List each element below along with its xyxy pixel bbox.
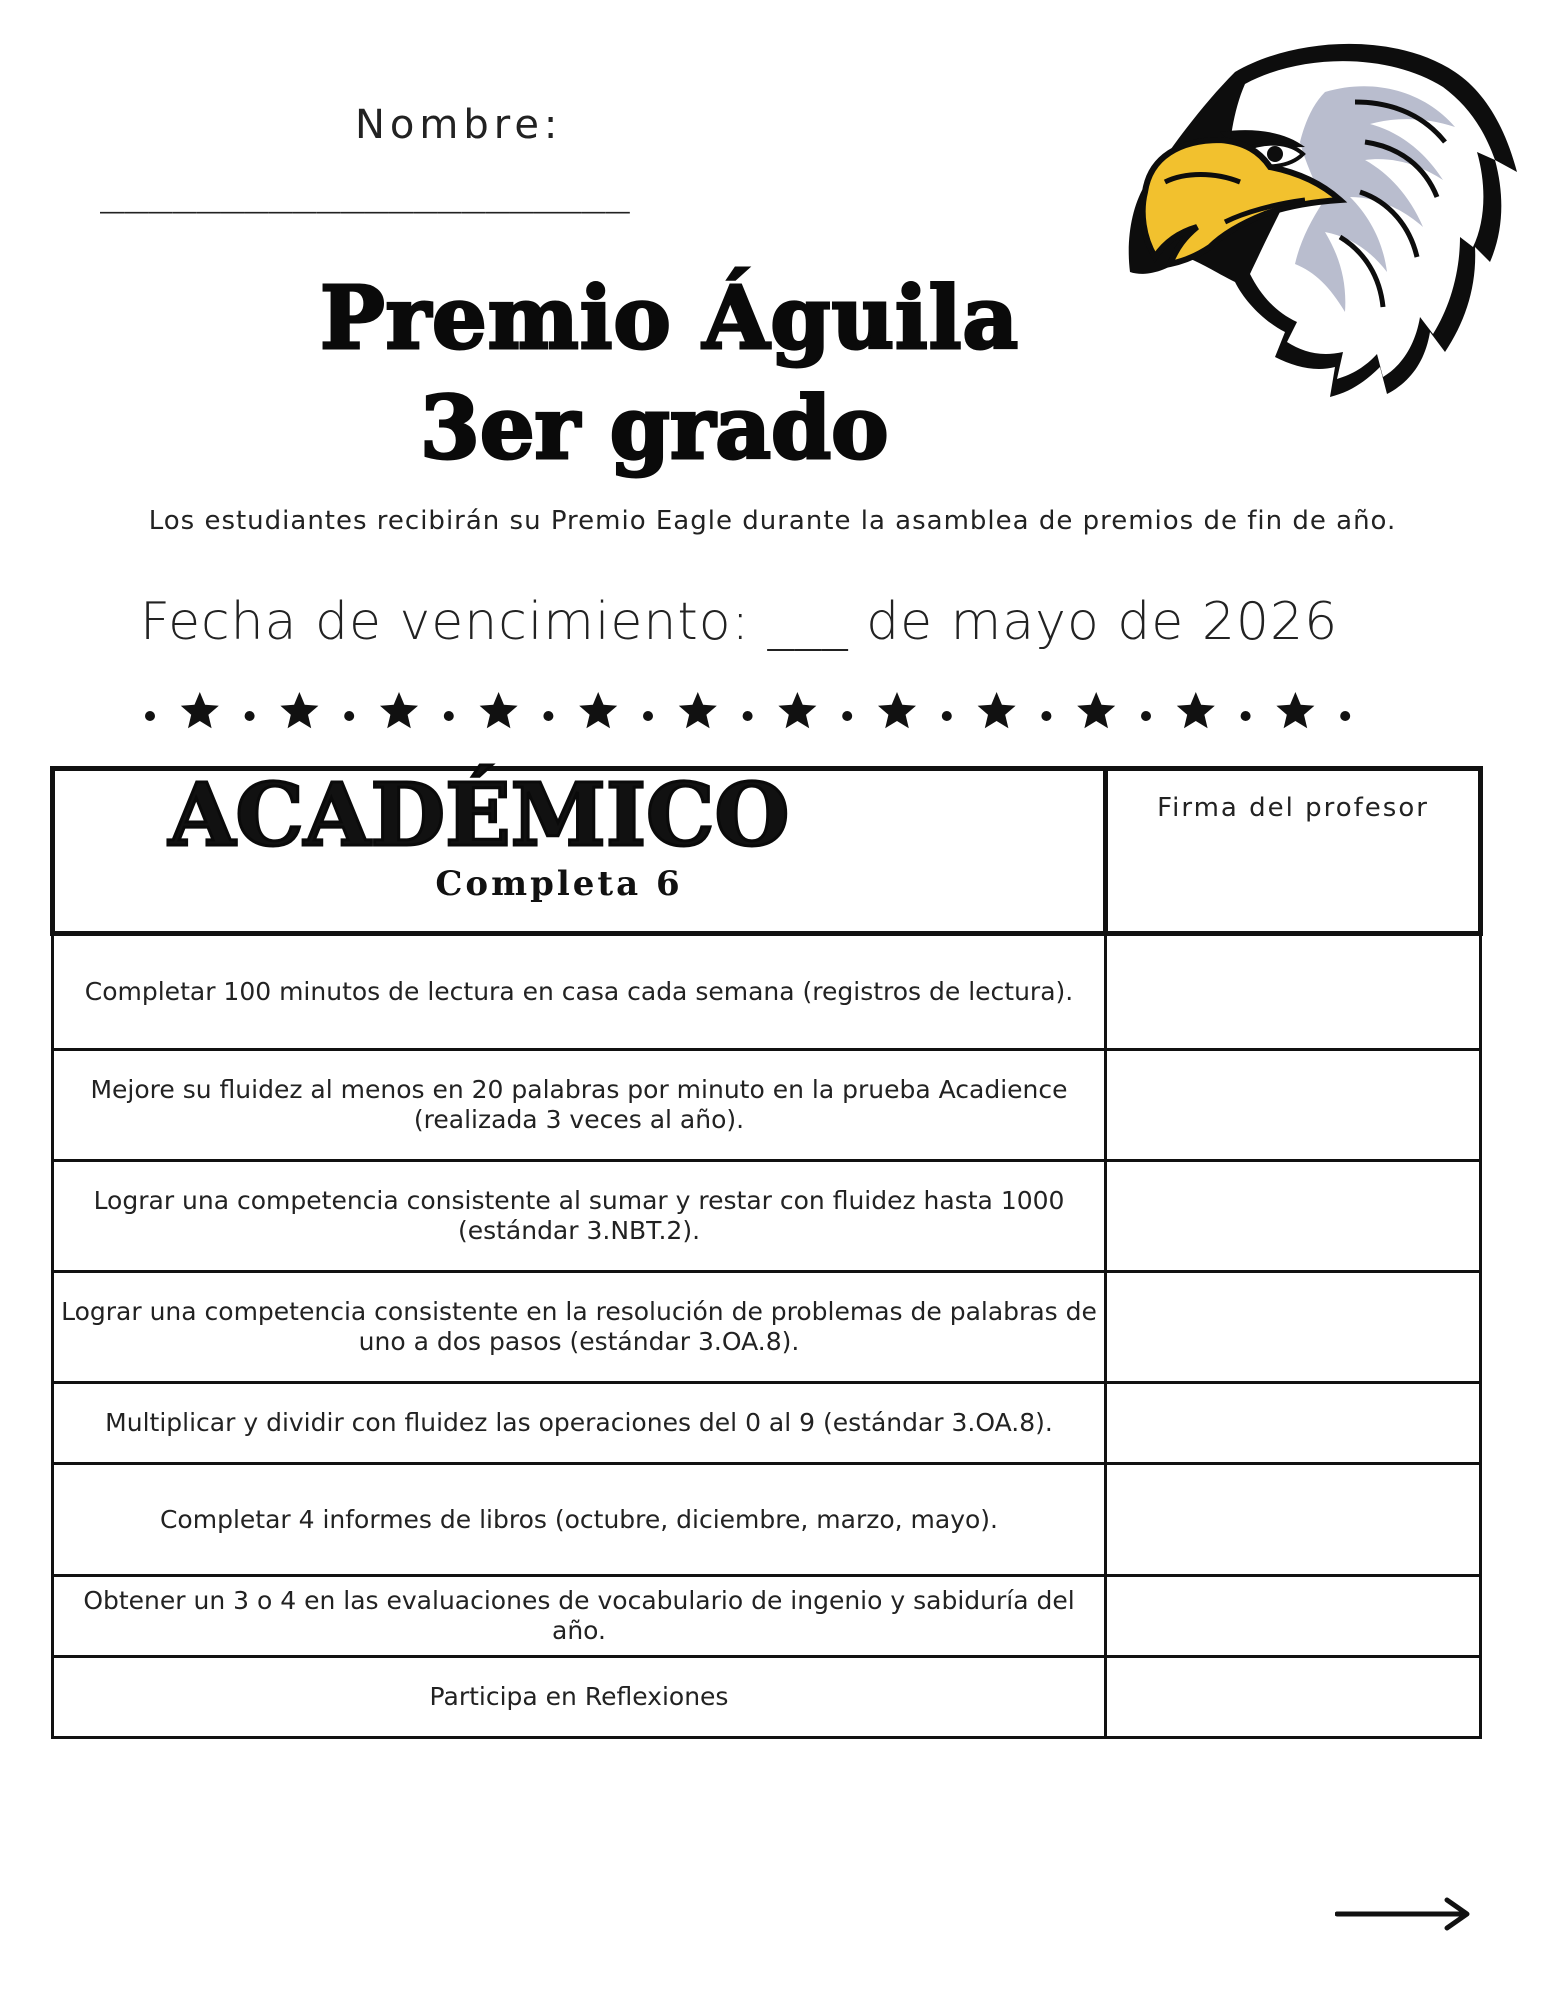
requirement-text: Obtener un 3 o 4 en las evaluaciones de vocabulario de ingenio y sabiduría del año. bbox=[53, 1576, 1106, 1657]
name-blank-line[interactable]: ______________________ bbox=[100, 168, 630, 214]
due-date: Fecha de vencimiento: ___ de mayo de 2026 bbox=[140, 592, 1339, 652]
divider-dot bbox=[942, 711, 952, 721]
signature-header-cell bbox=[1106, 769, 1481, 934]
divider-dot bbox=[1141, 711, 1151, 721]
divider-star bbox=[1276, 692, 1314, 728]
divider-star bbox=[679, 692, 717, 728]
award-description: Los estudiantes recibirán su Premio Eagle durante la asamblea de premios de fin de año. bbox=[148, 506, 1397, 536]
signature-cell[interactable] bbox=[1106, 1576, 1481, 1657]
divider-star bbox=[1077, 692, 1115, 728]
requirement-text: Completar 4 informes de libros (octubre, diciembre, marzo, mayo). bbox=[53, 1464, 1106, 1576]
table-row bbox=[53, 1576, 1481, 1657]
requirement-text: Mejore su fluidez al menos en 20 palabras por minuto en la prueba Acadience (realizada 3 veces al año). bbox=[53, 1050, 1106, 1161]
grade-title: 3er grado bbox=[420, 378, 889, 479]
divider-dot bbox=[444, 711, 454, 721]
requirement-text: Lograr una competencia consistente al sumar y restar con fluidez hasta 1000 (estándar 3.NBT.2). bbox=[53, 1161, 1106, 1272]
table-header-row bbox=[53, 769, 1481, 934]
section-subtitle: Completa 6 bbox=[435, 863, 683, 904]
signature-header: Firma del profesor bbox=[1157, 793, 1429, 823]
arrow-right-icon[interactable] bbox=[1335, 1896, 1475, 1932]
star-dot-divider bbox=[140, 688, 1385, 738]
table-row bbox=[53, 1272, 1481, 1383]
divider-dot bbox=[743, 711, 753, 721]
divider-star bbox=[878, 692, 916, 728]
table-row bbox=[53, 1657, 1481, 1738]
requirement-text: Completar 100 minutos de lectura en casa cada semana (registros de lectura). bbox=[53, 934, 1106, 1050]
requirement-text: Lograr una competencia consistente en la resolución de problemas de palabras de uno a dos pasos (estándar 3.OA.8). bbox=[53, 1272, 1106, 1383]
signature-cell[interactable] bbox=[1106, 934, 1481, 1050]
divider-dot bbox=[842, 711, 852, 721]
signature-cell[interactable] bbox=[1106, 1272, 1481, 1383]
section-title: ACADÉMICO bbox=[168, 765, 790, 866]
table-row bbox=[53, 1161, 1481, 1272]
signature-cell[interactable] bbox=[1106, 1464, 1481, 1576]
divider-star bbox=[380, 692, 418, 728]
divider-dot bbox=[1340, 711, 1350, 721]
requirement-text: Participa en Reflexiones bbox=[53, 1657, 1106, 1738]
requirement-text: Multiplicar y dividir con fluidez las operaciones del 0 al 9 (estándar 3.OA.8). bbox=[53, 1383, 1106, 1464]
signature-cell[interactable] bbox=[1106, 1161, 1481, 1272]
divider-star bbox=[181, 692, 219, 728]
table-row bbox=[53, 1383, 1481, 1464]
section-header bbox=[53, 765, 1106, 934]
divider-dot bbox=[1241, 711, 1251, 721]
name-label: Nombre: bbox=[355, 102, 563, 148]
page-title: Premio Águila bbox=[320, 268, 1020, 369]
table-row bbox=[53, 1464, 1481, 1576]
divider-dot bbox=[245, 711, 255, 721]
divider-star bbox=[1177, 692, 1215, 728]
divider-dot bbox=[543, 711, 553, 721]
divider-dot bbox=[145, 711, 155, 721]
table-row bbox=[53, 934, 1481, 1050]
signature-cell[interactable] bbox=[1106, 1383, 1481, 1464]
academic-checklist-table bbox=[50, 766, 1483, 1739]
divider-star bbox=[778, 692, 816, 728]
divider-star bbox=[579, 692, 617, 728]
divider-dot bbox=[344, 711, 354, 721]
divider-star bbox=[280, 692, 318, 728]
table-row bbox=[53, 1050, 1481, 1161]
divider-star bbox=[480, 692, 518, 728]
signature-cell[interactable] bbox=[1106, 1050, 1481, 1161]
divider-star bbox=[978, 692, 1016, 728]
divider-dot bbox=[1041, 711, 1051, 721]
signature-cell[interactable] bbox=[1106, 1657, 1481, 1738]
divider-dot bbox=[643, 711, 653, 721]
eagle-head-logo bbox=[1125, 32, 1520, 397]
